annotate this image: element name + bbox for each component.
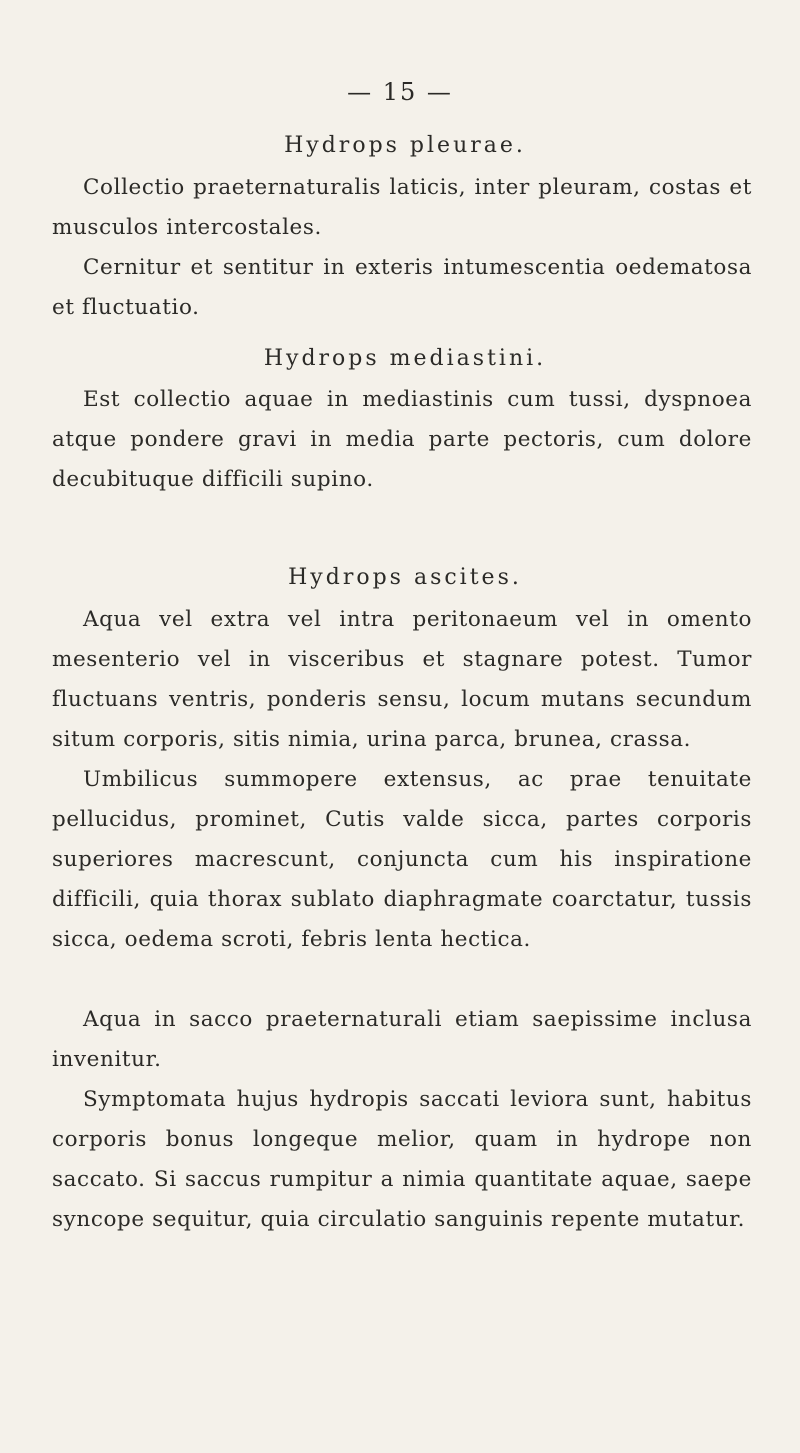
paragraph: Umbilicus summopere extensus, ac prae tenuitate pellucidus, prominet, Cutis valde sicca, partes corporis superiores macrescunt, conjuncta cum his inspiratione difficili, quia thorax sublato diaphragmate coarctatur, tussis sicca, oedema scroti, febris lenta hectica. [52,767,752,952]
paragraph: Cernitur et sentitur in exteris intumescentia oedematosa et fluctuatio. [52,255,752,320]
section-title-hydrops-mediastini: Hydrops mediastini. [263,346,547,371]
paragraph: Collectio praeternaturalis laticis, inter pleuram, costas et musculos intercostales. [52,175,752,240]
paragraph: Aqua vel extra vel intra peritonaeum vel in omento mesenterio vel in visceribus et stagnare potest. Tumor fluctuans ventris, ponderis sensu, locum mutans secundum situm corporis, sitis nimia, urina parca, brunea, crassa. [52,607,752,752]
paragraph: Symptomata hujus hydropis saccati leviora sunt, habitus corporis bonus longeque melior, quam in hydrope non saccato. Si saccus rumpitur a nimia quantitate aquae, saepe syncope sequitur, quia circulatio sanguinis repente mutatur. [52,1087,752,1232]
page-number: — 15 — [347,78,453,106]
paragraph: Aqua in sacco praeternaturali etiam saepissime inclusa invenitur. [52,1007,752,1072]
section-title-hydrops-pleurae: Hydrops pleurae. [284,133,526,158]
paragraph: Est collectio aquae in mediastinis cum tussi, dyspnoea atque pondere gravi in media parte pectoris, cum dolore decubituque difficili supino. [52,387,752,492]
section-title-hydrops-ascites: Hydrops ascites. [288,565,522,590]
